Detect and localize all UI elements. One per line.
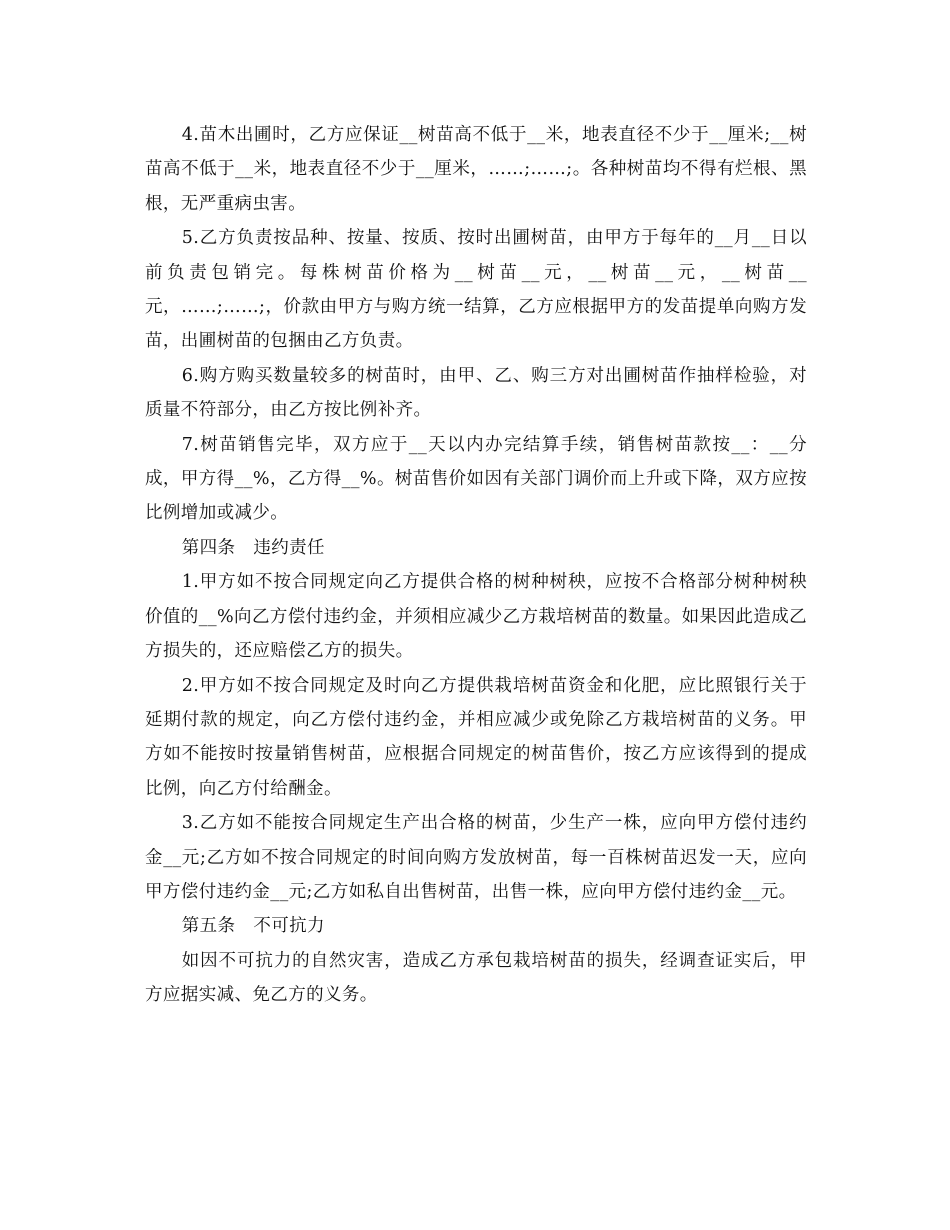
document-body [145, 118, 807, 1013]
article-4-heading: 第四条 违约责任 [181, 537, 325, 558]
article-5-heading: 第五条 不可抗力 [181, 916, 325, 937]
clause-4-seedling-quality: 4.苗木出圃时，乙方应保证__树苗高不低于__米，地表直径不少于__厘米;__树苗高不低于__米，地表直径不少于__厘米，……;……;。各种树苗均不得有烂根、黑根，无严重病虫害。 [145, 125, 807, 214]
clause-7-settlement: 7.树苗销售完毕，双方应于__天以内办完结算手续，销售树苗款按__：__分成，甲方得__%，乙方得__%。树苗售价如因有关部门调价而上升或下降，双方应按比例增加或减少。 [145, 434, 807, 524]
clause-5-sales-and-pricing: 5.乙方负责按品种、按量、按质、按时出圃树苗，由甲方于每年的__月__日以前负责包销完。每株树苗价格为__树苗__元，__树苗__元，__树苗__元，……;……;，价款由甲方与购方统一结算，乙方应根据甲方的发苗提单向购方发苗，出圃树苗的包捆由乙方负责。 [145, 228, 807, 352]
article-4-item-1: 1.甲方如不按合同规定向乙方提供合格的树种树秧，应按不合格部分树种树秧价值的__%向乙方偿付违约金，并须相应减少乙方栽培树苗的数量。如果因此造成乙方损失的，还应赔偿乙方的损失。 [145, 572, 807, 662]
article-4-item-2: 2.甲方如不按合同规定及时向乙方提供栽培树苗资金和化肥，应比照银行关于延期付款的规定，向乙方偿付违约金，并相应减少或免除乙方栽培树苗的义务。甲方如不能按时按量销售树苗，应根据合同规定的树苗售价，按乙方应该得到的提成比例，向乙方付给酬金。 [145, 675, 807, 799]
clause-6-sampling-inspection: 6.购方购买数量较多的树苗时，由甲、乙、购三方对出圃树苗作抽样检验，对质量不符部分，由乙方按比例补齐。 [145, 365, 807, 421]
article-4-item-3: 3.乙方如不能按合同规定生产出合格的树苗，少生产一株，应向甲方偿付违约金__元;乙方如不按合同规定的时间向购方发放树苗，每一百株树苗迟发一天，应向甲方偿付违约金__元;乙方如私自出售树苗，出售一株，应向甲方偿付违约金__元。 [145, 813, 807, 902]
article-5-body: 如因不可抗力的自然灾害，造成乙方承包栽培树苗的损失，经调查证实后，甲方应据实减、免乙方的义务。 [145, 950, 807, 1006]
